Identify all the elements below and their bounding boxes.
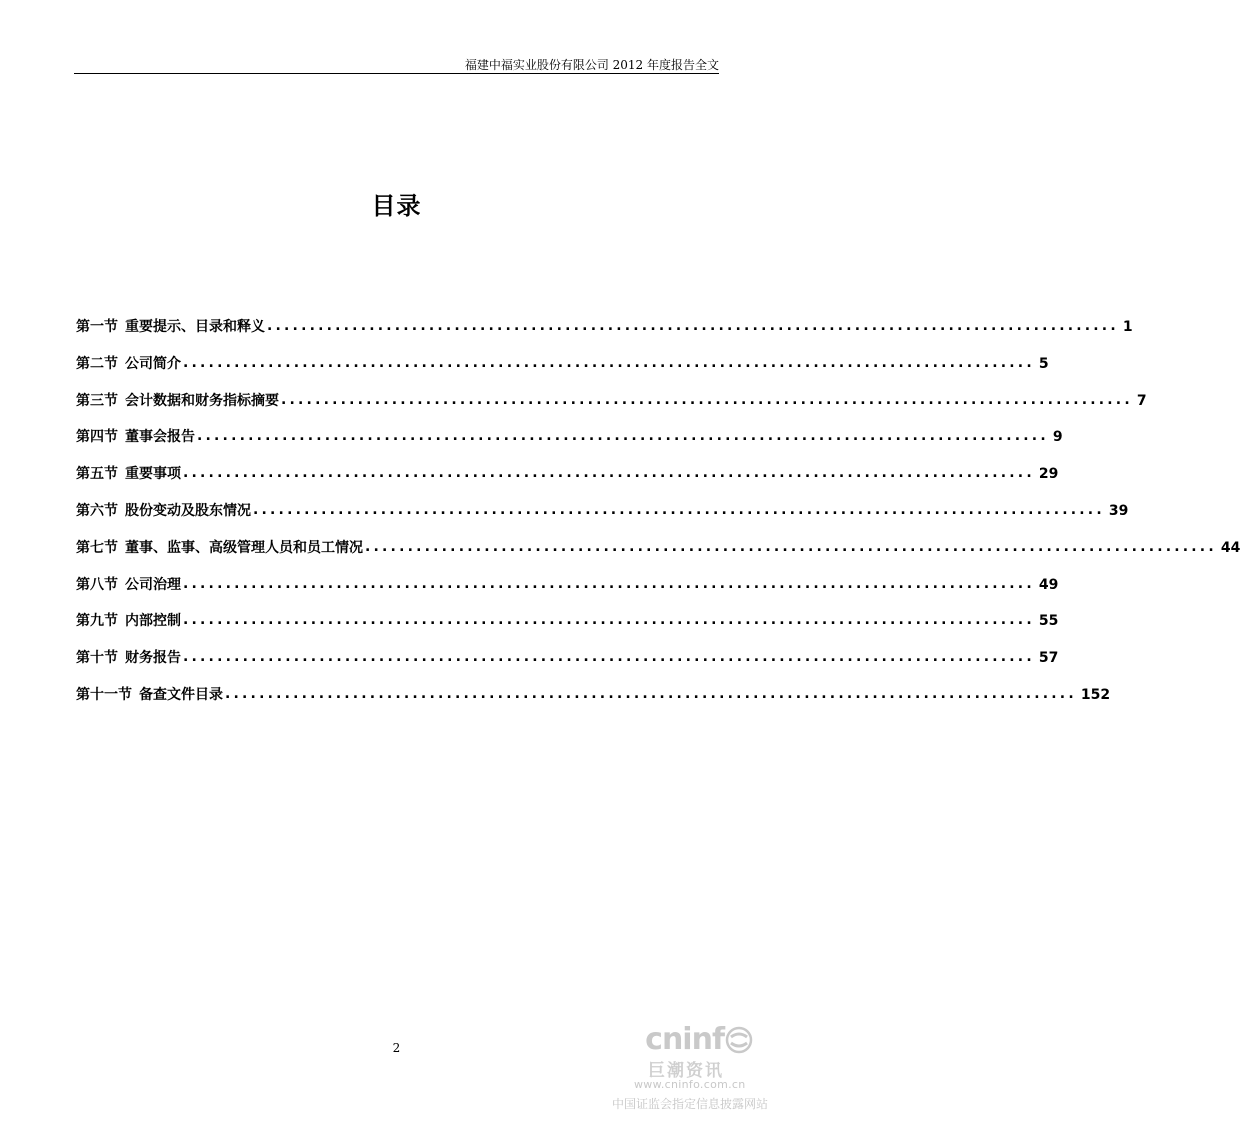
cninfo-swirl-icon [726, 1027, 752, 1053]
toc-leader-dots: .................................................................................................... [253, 501, 1105, 518]
toc-title: 目录 [371, 192, 422, 220]
table-of-contents [76, 316, 1240, 721]
toc-leader-dots: .................................................................................................... [183, 465, 1035, 482]
toc-leader-dots: .................................................................................................... [183, 649, 1035, 666]
cninfo-watermark [610, 1020, 790, 1116]
toc-leader-dots: .................................................................................................... [281, 391, 1133, 408]
toc-leader-dots: .................................................................................................... [183, 612, 1035, 629]
toc-entry-6[interactable] [76, 500, 1129, 537]
toc-section-number: 第五节 [76, 466, 118, 483]
toc-entry-11[interactable] [76, 684, 1111, 721]
toc-section-title: 内部控制 [125, 613, 181, 630]
page-number: 2 [392, 1041, 401, 1055]
toc-section-number: 第二节 [76, 355, 118, 372]
toc-page-number: 7 [1136, 392, 1147, 409]
header-divider [74, 73, 719, 74]
toc-section-number: 第九节 [76, 613, 118, 630]
toc-section-number: 第三节 [76, 392, 118, 409]
toc-leader-dots: .................................................................................................... [197, 428, 1049, 445]
toc-section-title: 会计数据和财务指标摘要 [125, 392, 279, 409]
toc-entry-9[interactable] [76, 610, 1059, 647]
toc-section-title: 公司简介 [125, 355, 181, 372]
toc-entry-10[interactable] [76, 647, 1059, 684]
toc-section-title: 董事、监事、高级管理人员和员工情况 [125, 539, 363, 556]
toc-leader-dots: .................................................................................................... [183, 575, 1035, 592]
toc-section-title: 股份变动及股东情况 [125, 502, 251, 519]
running-header: 福建中福实业股份有限公司 2012 年度报告全文 [464, 58, 719, 72]
toc-section-title: 重要事项 [125, 466, 181, 483]
watermark-url: www.cninfo.com.cn [634, 1078, 746, 1091]
toc-entry-2[interactable] [76, 353, 1049, 390]
toc-entry-3[interactable] [76, 390, 1147, 427]
toc-leader-dots: .................................................................................................... [365, 538, 1217, 555]
toc-section-title: 重要提示、目录和释义 [125, 319, 265, 335]
toc-leader-dots: .................................................................................................... [183, 354, 1035, 371]
toc-section-number: 第十节 [76, 650, 118, 667]
toc-section-title: 财务报告 [125, 650, 181, 667]
toc-leader-dots: .................................................................................................... [267, 318, 1119, 334]
toc-section-number: 第一节 [76, 319, 118, 335]
toc-entry-1[interactable] [76, 316, 1133, 353]
toc-page-number: 5 [1038, 355, 1049, 372]
toc-page-number: 152 [1080, 686, 1111, 703]
toc-page-number: 55 [1038, 613, 1059, 630]
toc-page-number: 1 [1122, 319, 1133, 335]
toc-page-number: 49 [1038, 576, 1059, 593]
toc-section-number: 第八节 [76, 576, 118, 593]
watermark-brand: cninf [645, 1022, 724, 1057]
toc-section-number: 第十一节 [76, 686, 132, 703]
watermark-slogan: 中国证监会指定信息披露网站 [612, 1097, 769, 1111]
toc-entry-5[interactable] [76, 463, 1059, 500]
toc-page-number: 57 [1038, 650, 1059, 667]
toc-entry-7[interactable] [76, 537, 1240, 574]
toc-entry-8[interactable] [76, 574, 1059, 611]
toc-page-number: 39 [1108, 502, 1129, 519]
watermark-brand-cn: 巨潮资讯 [648, 1061, 724, 1081]
toc-leader-dots: .................................................................................................... [225, 685, 1077, 702]
toc-section-title: 备查文件目录 [139, 686, 223, 703]
toc-page-number: 44 [1220, 539, 1240, 556]
toc-entry-4[interactable] [76, 426, 1063, 463]
toc-section-title: 公司治理 [125, 576, 181, 593]
toc-page-number: 29 [1038, 466, 1059, 483]
toc-section-number: 第六节 [76, 502, 118, 519]
watermark-logo [645, 1022, 752, 1057]
toc-section-number: 第四节 [76, 429, 118, 446]
toc-section-number: 第七节 [76, 539, 118, 556]
toc-page-number: 9 [1052, 429, 1063, 446]
toc-section-title: 董事会报告 [125, 429, 195, 446]
